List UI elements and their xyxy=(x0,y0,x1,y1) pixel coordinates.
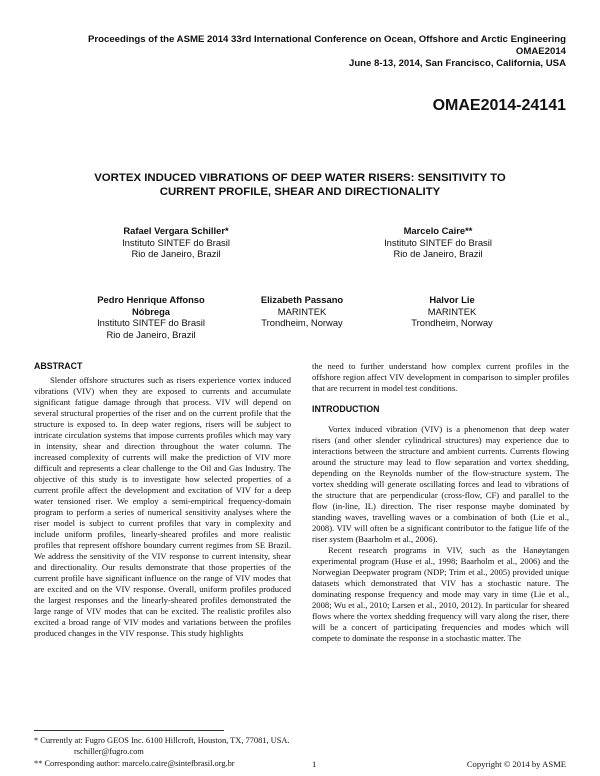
introduction-heading: INTRODUCTION xyxy=(312,404,380,414)
introduction-paragraph-2: Recent research programs in VIV, such as the Hanøytangen experimental program (Huse et al., 1998; Baarholm et al., 2006) and the Norwegian Deepwater program (NDP; Trim et al., 2005) provided unique datasets which demonstrated that VIV has a stochastic nature. The dominating response frequency and mode may vary in time (Lie et al., 2008; Wu et al., 2010; Larsen et al., 2010, 2012). In particular for sheared flows where the vortex shedding frequency will vary along the riser, there will be a concert of participating frequencies and modes which will compete to dominate the response in a stochastic matter. The xyxy=(312,545,569,643)
author-affiliation: Instituto SINTEF do Brasil xyxy=(122,236,230,248)
footnote-1 xyxy=(34,736,290,757)
conference-name: Proceedings of the ASME 2014 33rd International Conference on Ocean, Offshore and Arctic Engineering xyxy=(87,34,566,45)
author-affiliation: Instituto SINTEF do Brasil xyxy=(97,317,205,328)
author-name: Elizabeth Passano xyxy=(260,294,344,305)
title-line-2: CURRENT PROFILE, SHEAR AND DIRECTIONALITY xyxy=(159,186,441,198)
author-location: Rio de Janeiro, Brazil xyxy=(106,328,196,340)
author-name: Pedro Henrique Affonso xyxy=(97,294,205,305)
author-block xyxy=(232,294,372,329)
author-block xyxy=(66,294,236,340)
author-name-continued: Nóbrega xyxy=(131,305,171,317)
author-affiliation: Instituto SINTEF do Brasil xyxy=(384,236,492,248)
author-affiliation: MARINTEK xyxy=(427,305,477,317)
page-number: 1 xyxy=(312,759,317,769)
author-block xyxy=(382,294,522,329)
abstract-continuation: the need to further understand how complex current profiles in the offshore region affect VIV development in comparison to simpler profiles that are recurrent in model test conditions. xyxy=(312,361,569,393)
author-name: Rafael Vergara Schiller* xyxy=(123,225,229,236)
abstract-heading: ABSTRACT xyxy=(34,361,83,371)
conference-date-location: June 8-13, 2014, San Francisco, California, USA xyxy=(348,58,566,69)
right-column xyxy=(312,361,569,644)
footnote-rule xyxy=(34,730,224,731)
author-block xyxy=(348,225,528,260)
author-block xyxy=(86,225,266,260)
title-line-1: VORTEX INDUCED VIBRATIONS OF DEEP WATER RISERS: SENSITIVITY TO xyxy=(94,172,506,184)
author-location: Rio de Janeiro, Brazil xyxy=(131,248,221,259)
author-location: Trondheim, Norway xyxy=(261,317,343,328)
conference-acronym: OMAE2014 xyxy=(515,46,566,57)
copyright-notice: Copyright © 2014 by ASME xyxy=(466,759,566,769)
footnote-1-email: rschiller@fugro.com xyxy=(74,746,144,756)
abstract-section xyxy=(34,361,291,639)
conference-header xyxy=(46,34,566,70)
abstract-text: Slender offshore structures such as risers experience vortex induced vibrations (VIV) when they are exposed to currents and accumulate significant fatigue damage through that process. VIV will depend on several structural properties of the riser and on the current profile that the structure is exposed to. In deep water regions, risers will be subject to intricate circulation systems that impose currents profiles which may vary in intensity, shear and direction throughout the water column. The increased complexity of currents will make the prediction of VIV more difficult and represents a clear challenge to the Oil and Gas Industry. The objective of this study is to investigate how selected properties of a current profile affect the development and excitation of VIV for a deep water tensioned riser. We employ a semi-empirical frequency-domain program to perform a series of numerical sensitivity analyses where the riser model is subject to current profiles that vary in complexity and include uniform profiles, linearly-sheared profiles and more realistic profiles that represent offshore boundary current regimes from SE Brazil. We address the sensitivity of the VIV response to current intensity, shear and directionality. Our results demonstrate that those properties of the current profile have significant influence on the range of VIV modes that are excited and on the VIV response. Overall, uniform profiles produced the largest responses and the linearly-sheared profiles demonstrated the large range of VIV modes that can be excited. The realistic profiles also excited a broad range of VIV modes and variations between the profiles produced changes in the VIV response. This study highlights xyxy=(34,375,291,638)
footnote-1-text: * Currently at: Fugro GEOS Inc. 6100 Hillcroft, Houston, TX, 77081, USA. xyxy=(34,736,290,745)
author-name: Halvor Lie xyxy=(429,294,475,305)
author-location: Rio de Janeiro, Brazil xyxy=(393,248,483,259)
paper-id: OMAE2014-24141 xyxy=(432,97,566,114)
author-name: Marcelo Caire** xyxy=(403,225,473,236)
author-location: Trondheim, Norway xyxy=(411,317,493,328)
introduction-paragraph-1: Vortex induced vibration (VIV) is a phenomenon that deep water risers (and other slender cylindrical structures) may experience due to interactions between the structure and ambient currents. Currents flowing around the structure may lead to flow separation and vortex shedding, depending on the Reynolds number of the flow-structure system. The vortex shedding will generate oscillating forces and lead to vibrations of the structure that are perpendicular (cross-flow, CF) and parallel to the flow (in-line, IL) direction. The riser response maybe dominated by standing waves, travelling waves or a combination of both (Lie et al., 2008). VIV will often be a significant contributor to the fatigue life of the riser system (Baarholm et al., 2006). xyxy=(312,424,569,544)
footnote-2: ** Corresponding author: marcelo.caire@sintefbrasil.org.br xyxy=(34,759,235,768)
paper-title xyxy=(60,171,540,199)
author-affiliation: MARINTEK xyxy=(277,305,327,317)
